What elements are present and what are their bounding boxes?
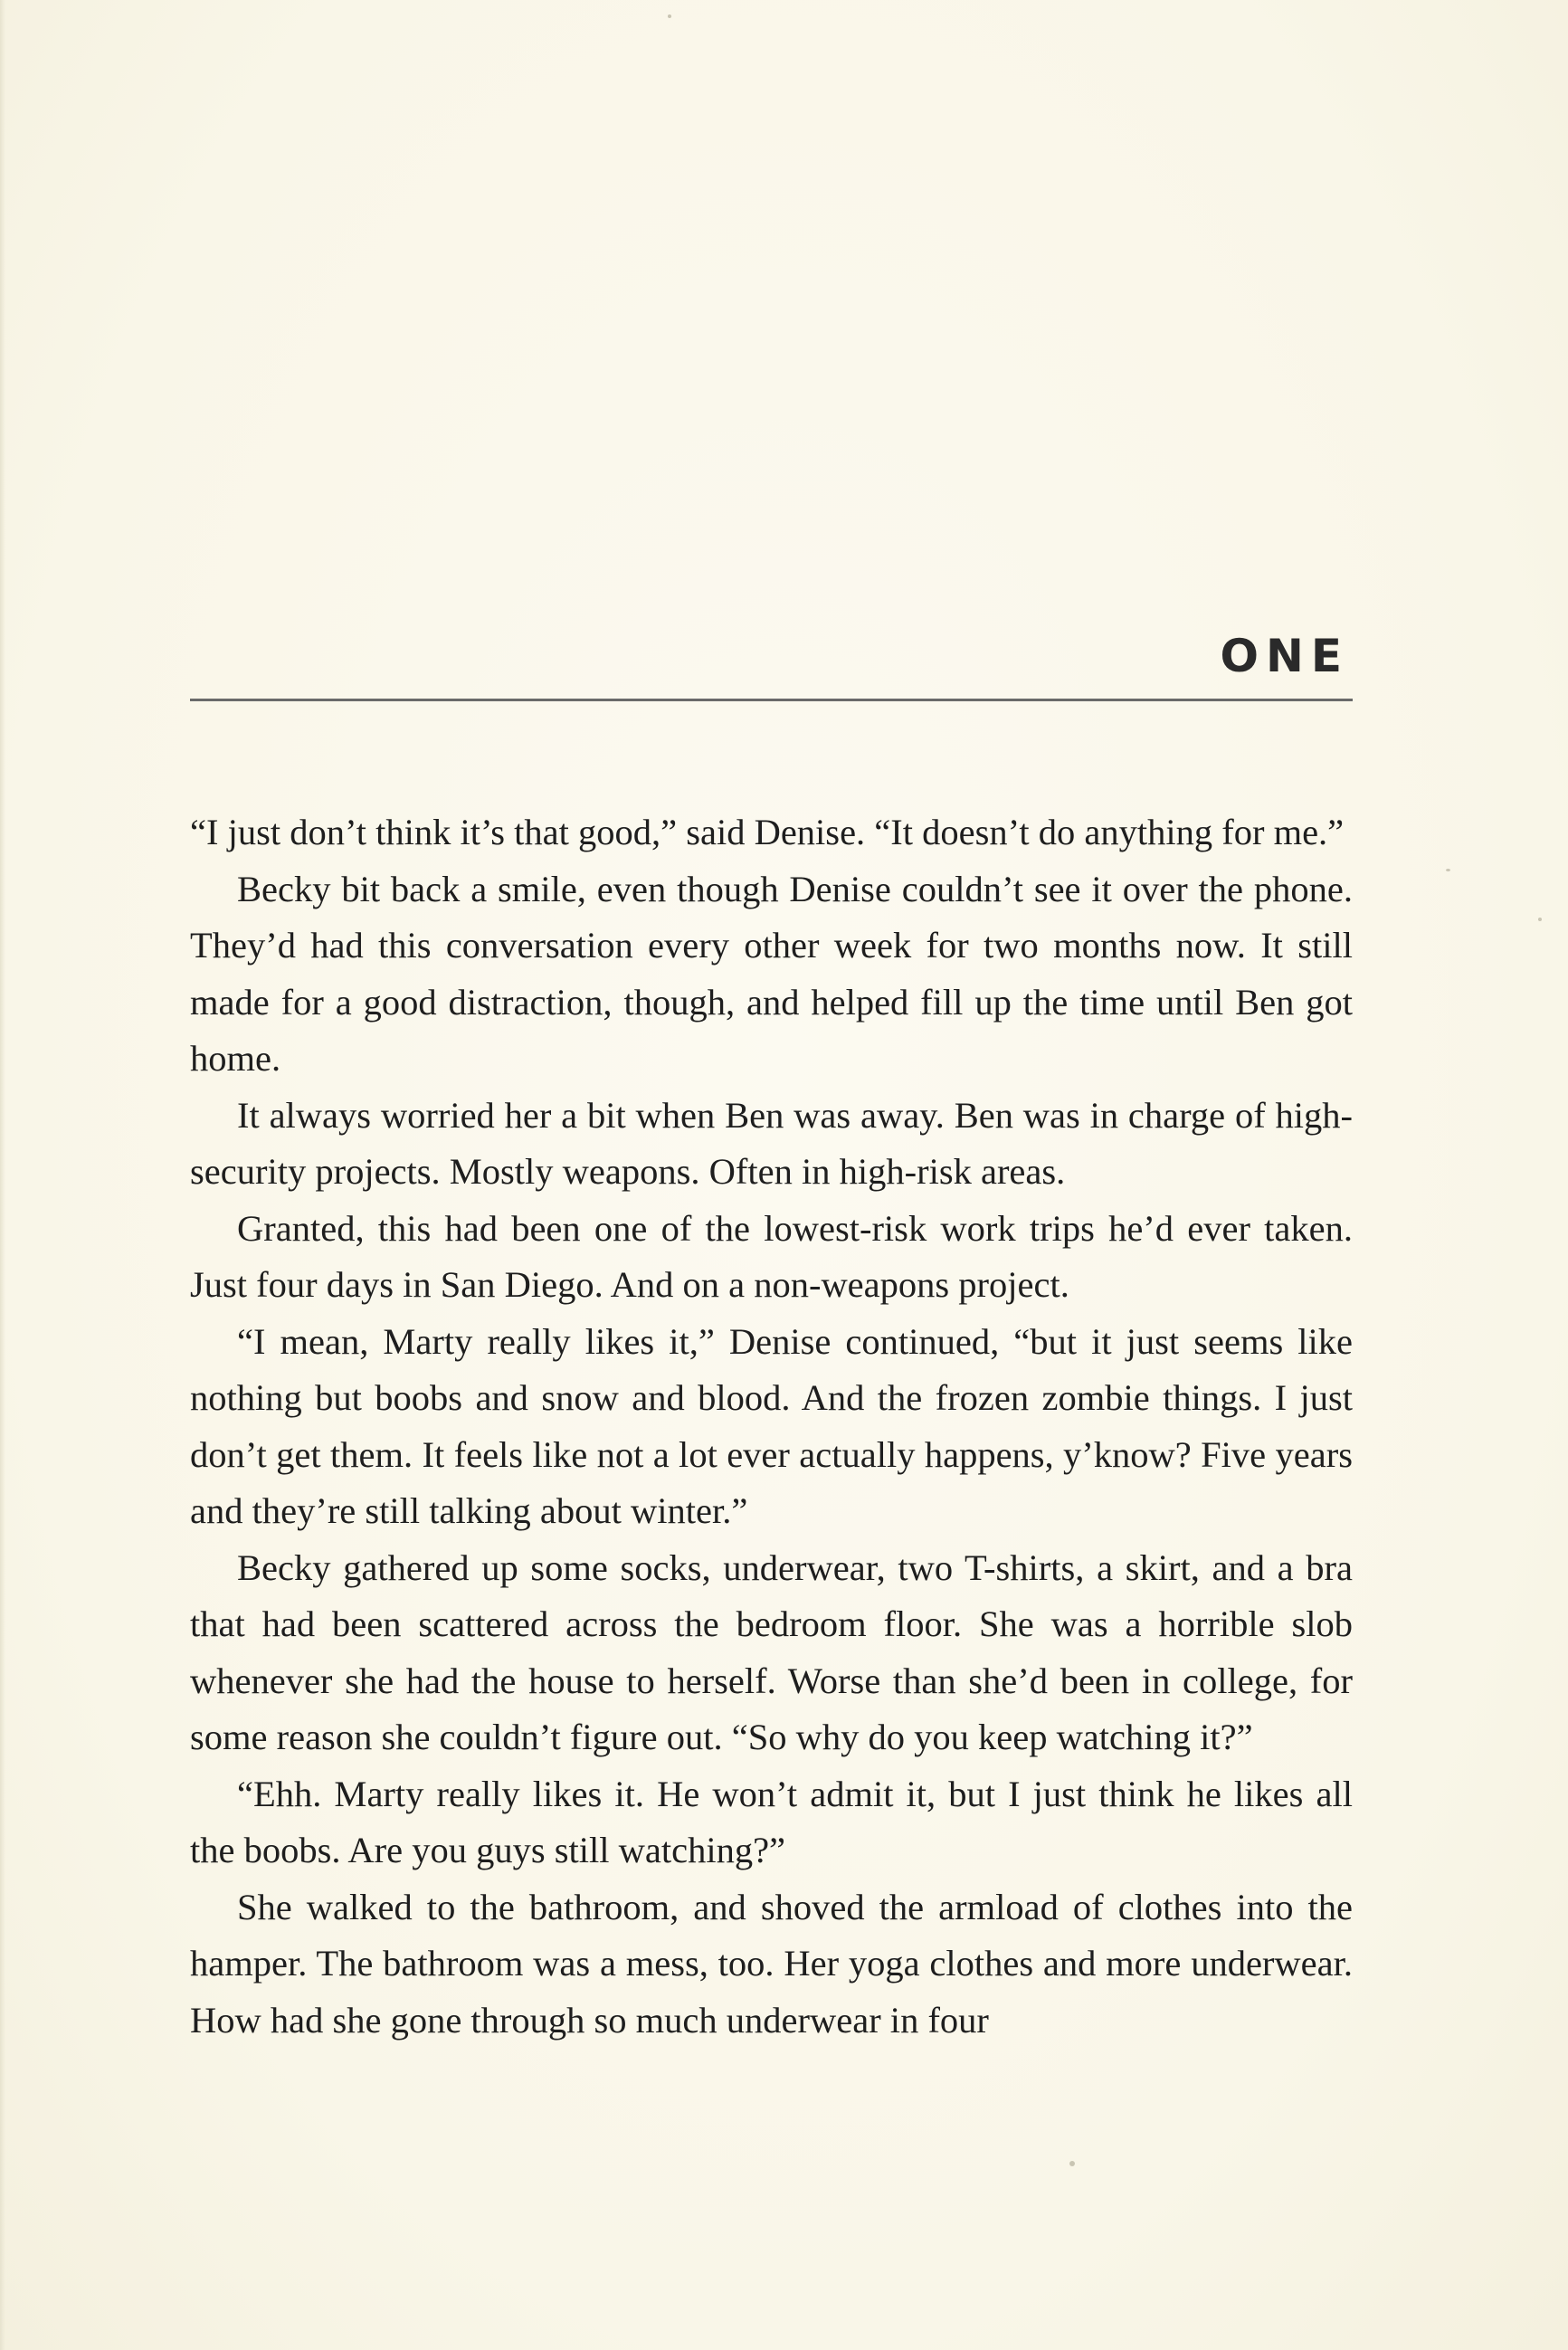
paragraph: “Ehh. Marty really likes it. He won’t admit it, but I just think he likes all the boobs. Are you guys still watching?” — [190, 1773, 1353, 1870]
paragraph: Becky gathered up some socks, underwear, two T-shirts, a skirt, and a bra that had been scattered across the bedroom floor. She was a horrible slob whenever she had the house to herself. Worse than she’d been in college, for some reason she couldn’t figure out. “So why do you keep watching it?” — [190, 1546, 1353, 1757]
paper-speck — [1446, 869, 1450, 871]
paragraph: Granted, this had been one of the lowest-risk work trips he’d ever taken. Just four days in San Diego. And on a non-weapons project. — [190, 1207, 1353, 1305]
chapter-title: ONE — [1220, 630, 1349, 682]
chapter-body — [190, 804, 1353, 2049]
paragraph: “I mean, Marty really likes it,” Denise continued, “but it just seems like nothing but boobs and snow and blood. And the frozen zombie things. I just don’t get them. It feels like not a lot ever actually happens, y’know? Five years and they’re still talking about winter.” — [190, 1320, 1353, 1531]
page-edge-shadow — [0, 0, 5, 2350]
paragraph: She walked to the bathroom, and shoved the armload of clothes into the hamper. The bathroom was a mess, too. Her yoga clothes and more underwear. How had she gone through so much underwear in four — [190, 1886, 1353, 2041]
chapter-divider — [190, 699, 1353, 701]
paragraph: “I just don’t think it’s that good,” said Denise. “It doesn’t do anything for me.” — [190, 812, 1345, 852]
paragraph: Becky bit back a smile, even though Denise couldn’t see it over the phone. They’d had this conversation every other week for two months now. It still made for a good distraction, though, and helped fill up the time until Ben got home. — [190, 868, 1353, 1079]
paper-speck — [1538, 918, 1542, 921]
paper-speck — [1069, 2161, 1075, 2166]
paragraph: It always worried her a bit when Ben was away. Ben was in charge of high-security projects. Mostly weapons. Often in high-risk areas. — [190, 1094, 1353, 1192]
paper-speck — [668, 14, 671, 18]
